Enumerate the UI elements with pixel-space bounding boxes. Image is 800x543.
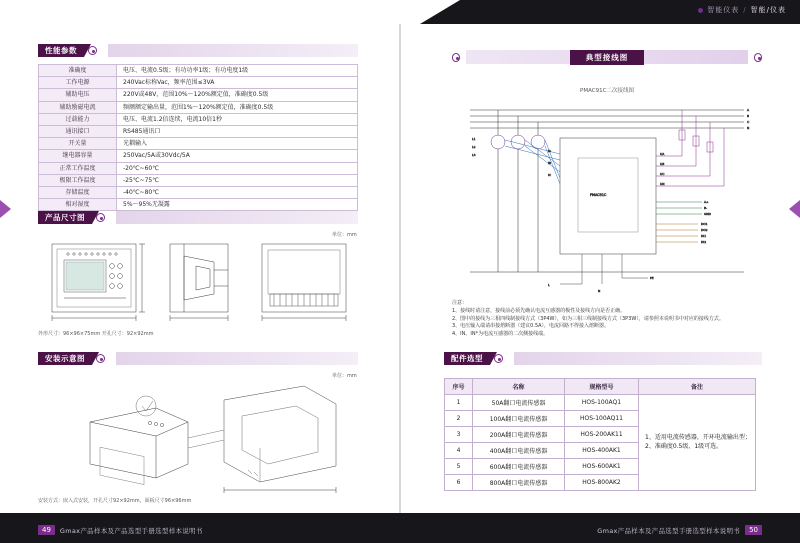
wiring-note: 2、图中的接线为三相四线制接线方式（3P4W），如为三相三线制接线方式（3P3W），请参照本说明书中对应的接线方式。: [452, 315, 724, 322]
footer-right: [597, 523, 762, 537]
accessory-col-model: 规格型号: [565, 379, 639, 395]
spec-value: 电压、电流1.2倍连续，电流10倍1秒: [117, 113, 358, 125]
accessory-cell-no: 1: [445, 395, 473, 411]
spec-row: [39, 174, 358, 186]
spec-value: RS485通讯口: [117, 125, 358, 137]
accessory-cell-model: HOS-400AK1: [565, 443, 639, 459]
top-band-separator: /: [743, 6, 747, 14]
section-mark-icon: [88, 46, 97, 55]
section-tag-performance: 性能参数: [38, 44, 84, 57]
svg-text:IB: IB: [548, 161, 551, 165]
spec-row: [39, 138, 358, 150]
dimension-caption: 外形尺寸：96×96×75mm 开孔尺寸：92×92mm: [38, 331, 154, 337]
installation-unit-label: 单位：mm: [332, 373, 357, 379]
wiring-diagram: [452, 96, 762, 296]
accessory-cell-no: 2: [445, 411, 473, 427]
section-header-dimensions: [38, 211, 358, 224]
right-edge-arrow-marker: [789, 200, 800, 218]
accessory-col-remark: 备注: [639, 379, 756, 395]
dimension-drawing-svg: [38, 236, 358, 326]
svg-text:PE: PE: [650, 276, 654, 280]
section-rule: [116, 352, 358, 365]
left-edge-arrow-marker: [0, 200, 11, 218]
svg-text:DI2: DI2: [701, 240, 707, 244]
footer-left-text: Gmax产品样本及产品选型手册选型样本说明书: [59, 526, 203, 535]
spec-key: 辅助励磁电流: [39, 101, 117, 113]
accessory-cell-name: 100A翻口电流传感器: [473, 411, 565, 427]
section-rule: [108, 44, 358, 57]
wiring-title-band: [466, 50, 747, 64]
accessory-cell-model: HOS-600AK1: [565, 459, 639, 475]
spec-key: 辅助电压: [39, 89, 117, 101]
svg-text:A: A: [747, 108, 750, 112]
spec-row: [39, 186, 358, 198]
wiring-note: 1、接线时请注意，接线前必须先确认电流互感器的极性及接线方向是否正确。: [452, 307, 626, 314]
dimension-drawings: [38, 236, 358, 326]
spec-value: -40℃~80℃: [117, 186, 358, 198]
page-number-left: 49: [38, 525, 55, 536]
svg-text:GND: GND: [704, 212, 711, 216]
svg-text:B-: B-: [704, 206, 708, 210]
spec-key: 存储温度: [39, 186, 117, 198]
spec-value: -25℃~75℃: [117, 174, 358, 186]
wiring-title-tag: 典型接线图: [570, 50, 645, 65]
svg-text:C: C: [747, 120, 750, 124]
section-rule: [116, 211, 358, 224]
svg-text:DO1: DO1: [701, 222, 708, 226]
spec-row: [39, 89, 358, 101]
accessory-cell-model: HOS-100AQ1: [565, 395, 639, 411]
svg-text:L3: L3: [472, 153, 476, 157]
spec-table: [38, 64, 358, 211]
footer-right-text: Gmax产品样本及产品选型手册选型样本说明书: [597, 526, 741, 535]
accessory-col-name: 名称: [473, 379, 565, 395]
spec-key: 过载能力: [39, 113, 117, 125]
installation-drawing-svg: [38, 378, 358, 496]
accessory-cell-model: HOS-200AK11: [565, 427, 639, 443]
accessory-cell-name: 600A翻口电流传感器: [473, 459, 565, 475]
svg-text:UB: UB: [660, 162, 665, 166]
svg-text:N: N: [598, 289, 601, 293]
svg-text:UC: UC: [660, 172, 665, 176]
dimension-unit-label: 单位：mm: [332, 232, 357, 238]
svg-text:UN: UN: [660, 182, 665, 186]
accessory-cell-no: 3: [445, 427, 473, 443]
section-tag-dimensions: 产品尺寸图: [38, 211, 92, 224]
spec-row: [39, 77, 358, 89]
wiring-mark-left-icon: [452, 53, 460, 62]
spec-key: 通讯接口: [39, 125, 117, 137]
svg-text:PMAC91C: PMAC91C: [590, 193, 607, 197]
svg-text:DO2: DO2: [701, 228, 708, 232]
wiring-mark-right-icon: [754, 53, 762, 62]
spec-value: 220V或48V，范围10%～120%额定值，准确度0.5级: [117, 89, 358, 101]
accessory-cell-name: 400A翻口电流传感器: [473, 443, 565, 459]
wiring-note: 4、IN、IN*为电流互感器的二次侧接线端。: [452, 331, 549, 337]
bullet-icon: [698, 8, 703, 13]
spec-value: 250Vac/5A或30Vdc/5A: [117, 150, 358, 162]
section-tag-accessory: 配件选型: [444, 352, 490, 365]
spec-value: 5%～95%无凝露: [117, 199, 358, 211]
spec-key: 工作电源: [39, 77, 117, 89]
spec-value: 电压、电流0.5级；有功功率1级；有功电度1级: [117, 65, 358, 77]
spec-row: [39, 65, 358, 77]
accessory-remark-line: 2、准确度0.5级、1级可选。: [645, 442, 723, 450]
spec-value: -20℃~60℃: [117, 162, 358, 174]
footer-left: [38, 523, 203, 537]
accessory-table-header-row: [445, 379, 756, 395]
accessory-cell-name: 50A翻口电流传感器: [473, 395, 565, 411]
accessory-cell-name: 800A翻口电流传感器: [473, 475, 565, 491]
accessory-cell-model: HOS-100AQ11: [565, 411, 639, 427]
svg-text:IC: IC: [548, 173, 551, 177]
spec-key: 开关量: [39, 138, 117, 150]
svg-text:IA: IA: [548, 149, 551, 153]
svg-text:L: L: [548, 283, 550, 287]
accessory-table: [444, 378, 756, 491]
section-mark-icon: [494, 354, 503, 363]
svg-text:L2: L2: [472, 145, 476, 149]
spec-row: [39, 101, 358, 113]
page-number-right: 50: [745, 525, 762, 536]
spec-key: 准确度: [39, 65, 117, 77]
wiring-title-bar: [452, 50, 762, 64]
svg-text:N: N: [747, 126, 750, 130]
accessory-remark-cell: [639, 395, 756, 491]
top-band-brand: 智能仪表: [707, 6, 740, 14]
svg-text:DI1: DI1: [701, 234, 707, 238]
spec-key: 相对湿度: [39, 199, 117, 211]
accessory-cell-no: 6: [445, 475, 473, 491]
spec-row: [39, 150, 358, 162]
accessory-cell-name: 200A翻口电流传感器: [473, 427, 565, 443]
accessory-cell-model: HOS-800AK2: [565, 475, 639, 491]
spec-value: 频额额定输出量，范围1%～120%额定值，准确度0.5级: [117, 101, 358, 113]
spec-value: 240Vac标称Vac，频率范围≤3VA: [117, 77, 358, 89]
top-band-label: [698, 5, 786, 15]
accessory-remark-line: 1、适用电流传感器，开环电流输出型；: [645, 434, 751, 442]
page-gutter: [399, 0, 401, 543]
wiring-notes: [452, 300, 762, 339]
section-mark-icon: [96, 213, 105, 222]
accessory-cell-no: 5: [445, 459, 473, 475]
section-tag-installation: 安装示意图: [38, 352, 92, 365]
spec-row: [39, 125, 358, 137]
spec-row: [39, 199, 358, 211]
spec-key: 极限工作温度: [39, 174, 117, 186]
svg-text:B: B: [747, 114, 750, 118]
accessory-col-no: 序号: [445, 379, 473, 395]
section-mark-icon: [96, 354, 105, 363]
section-rule: [514, 352, 762, 365]
svg-text:UA: UA: [660, 152, 665, 156]
section-header-installation: [38, 352, 358, 365]
spec-key: 继电器容量: [39, 150, 117, 162]
section-header-accessory: [444, 352, 762, 365]
accessory-cell-no: 4: [445, 443, 473, 459]
section-header-performance: [38, 44, 358, 57]
top-band-series: 智能/仪表: [750, 6, 786, 14]
spec-row: [39, 113, 358, 125]
svg-text:A+: A+: [704, 200, 709, 204]
installation-caption: 安装方式：嵌入式安装，开孔尺寸92×92mm，面板尺寸96×96mm: [38, 498, 192, 504]
top-band-wedge: [0, 0, 420, 24]
spec-key: 正常工作温度: [39, 162, 117, 174]
wiring-diagram-svg: [452, 96, 762, 296]
top-band: [0, 0, 800, 24]
spec-row: [39, 162, 358, 174]
wiring-note: 3、电压输入端请串接熔断器（建议0.5A），电流回路不得接入熔断器。: [452, 323, 610, 330]
spec-value: 光耦输入: [117, 138, 358, 150]
wiring-caption: PMAC91C二次接线图: [580, 88, 634, 94]
svg-text:L1: L1: [472, 137, 476, 141]
accessory-row: [445, 395, 756, 411]
installation-drawing: [38, 378, 358, 496]
wiring-notes-title: 注意：: [452, 300, 468, 306]
